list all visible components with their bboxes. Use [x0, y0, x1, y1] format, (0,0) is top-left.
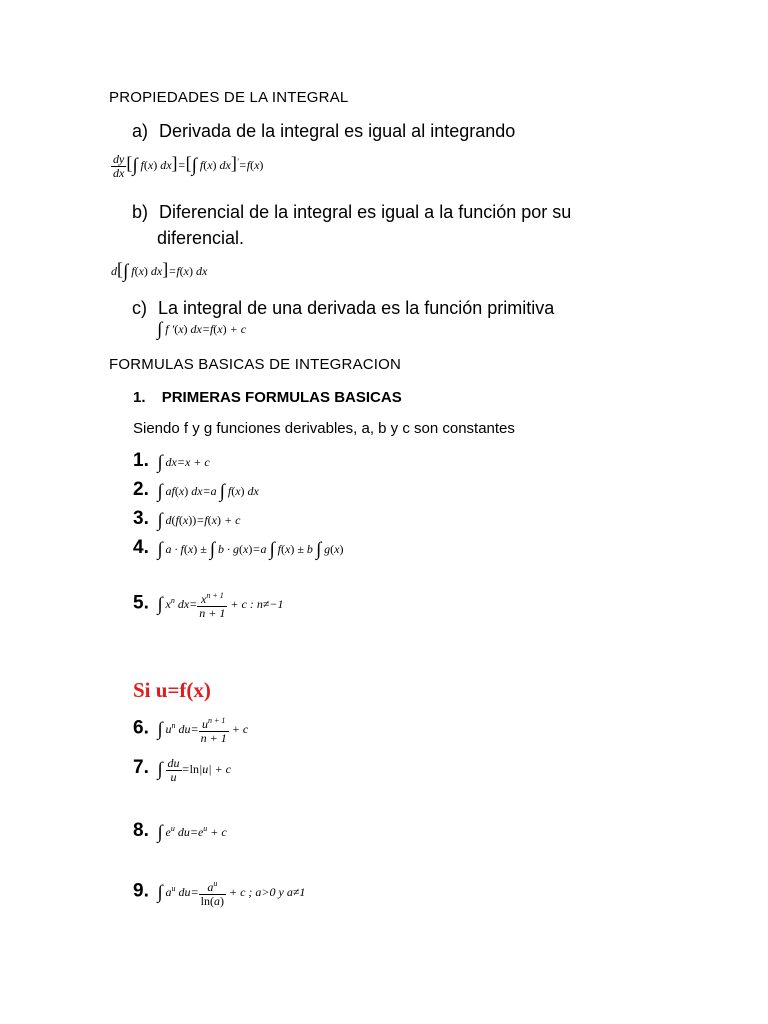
section-title: FORMULAS BASICAS DE INTEGRACION [109, 356, 402, 373]
formula-1-number: 1. [133, 450, 149, 471]
formula-9-number: 9. [133, 880, 149, 902]
formula-4-number: 4. [133, 537, 149, 558]
property-c-label: c) [132, 298, 147, 318]
formula-3-number: 3. [133, 508, 149, 529]
formula-7-number: 7. [133, 757, 149, 778]
formula-5-number: 5. [133, 592, 149, 614]
formula-6-number: 6. [133, 717, 149, 739]
formula-2: 2. ∫ af(x) dx=a ∫ f(x) dx [133, 479, 259, 502]
formula-2-number: 2. [133, 479, 149, 500]
subsection-heading [133, 389, 402, 406]
formula-8-number: 8. [133, 820, 149, 841]
formula-5: 5. ∫ $x^n$ dx= $\frac{x^{n + 1}}{n + 1}$ + c : n≠−1 [133, 591, 284, 620]
formula-a: $\frac{dy}{dx}$ [∫ f(x) dx]=[∫ f(x) dx]′=f(x) [113, 152, 264, 180]
intro-text: Siendo f y g funciones derivables, a, b y c son constantes [133, 420, 515, 437]
subsection-label: 1. [133, 389, 146, 406]
property-b-text-line2: diferencial. [157, 228, 245, 248]
formula-6: 6. ∫ $u^n$ du= $\frac{u^{n + 1}}{n + 1}$ + c [133, 716, 249, 745]
formula-9: 9. ∫ $a^u$ du= $\frac{a^u}{\ln(a)}$ + c ; a>0 y a≠1 [133, 879, 306, 908]
property-c [132, 298, 554, 319]
formula-4: 4. ∫ a · f(x) ± ∫ b · g(x)=a ∫ f(x) ± b ∫ g(x) [133, 537, 344, 560]
formula-1: 1. ∫ dx=x + c [133, 450, 210, 473]
formula-b: d[∫ f(x) dx]=f(x) dx [111, 259, 208, 282]
formula-c: ∫ f ′(x) dx=f(x) + c [157, 319, 247, 340]
formula-3: 3. ∫ d(f(x))=f(x) + c [133, 508, 241, 531]
property-a-text: Derivada de la integral es igual al integrando [159, 121, 516, 141]
property-a [132, 121, 515, 142]
subsection-title: PRIMERAS FORMULAS BASICAS [161, 389, 402, 406]
property-c-text: La integral de una derivada es la función primitiva [158, 298, 555, 318]
formula-8: 8. ∫ $e^u$ $du=e^u + c$ [133, 820, 227, 843]
property-b [132, 202, 571, 223]
formula-7: 7. ∫ $\frac{du}{u}$ =ln|u| + c [133, 756, 232, 784]
page-title: PROPIEDADES DE LA INTEGRAL [109, 89, 349, 106]
property-b-label: b) [132, 202, 149, 222]
property-a-label: a) [132, 121, 149, 141]
substitution-heading: Si u=f(x) [133, 678, 211, 702]
property-b-text-line1: Diferencial de la integral es igual a la función por su [159, 202, 572, 222]
